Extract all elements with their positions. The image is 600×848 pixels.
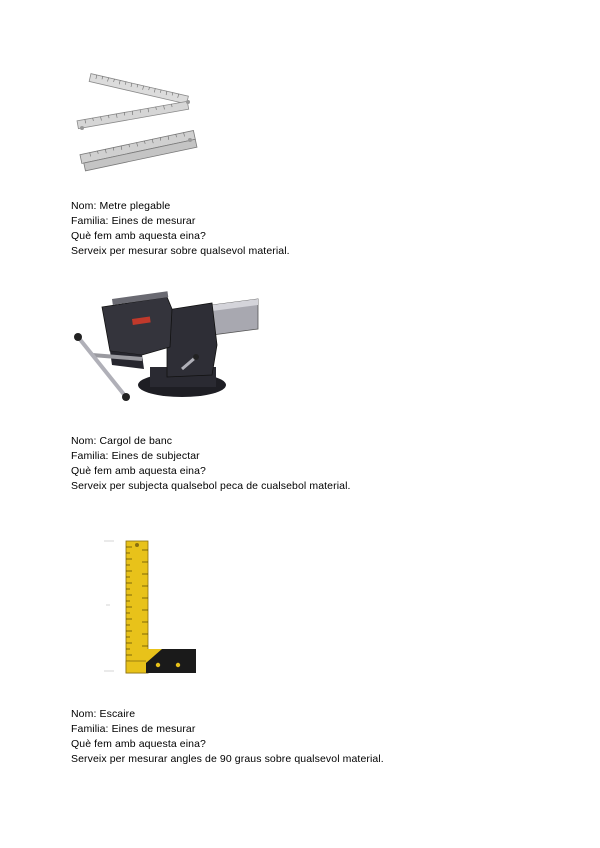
tool-question: Què fem amb aquesta eina?	[71, 230, 207, 242]
tool-name: Nom: Metre plegable	[71, 200, 171, 212]
tool-answer: Serveix per mesurar sobre qualsevol material.	[71, 245, 290, 257]
tool-question: Què fem amb aquesta eina?	[71, 738, 207, 750]
tool-family: Familia: Eines de subjectar	[71, 450, 200, 462]
tool-description-3	[71, 707, 384, 767]
bench-vise-image	[72, 285, 262, 410]
tool-name: Nom: Escaire	[71, 708, 136, 720]
tool-family: Familia: Eines de mesurar	[71, 723, 196, 735]
tool-answer: Serveix per subjecta qualsebol peca de cualsebol material.	[71, 480, 351, 492]
tool-question: Què fem amb aquesta eina?	[71, 465, 207, 477]
tool-description-1	[71, 199, 290, 259]
tool-answer: Serveix per mesurar angles de 90 graus sobre qualsevol material.	[71, 753, 384, 765]
folding-ruler-icon	[72, 68, 202, 183]
try-square-image	[100, 535, 205, 677]
folding-ruler-image	[72, 68, 202, 183]
tool-description-2	[71, 434, 351, 494]
tool-family: Familia: Eines de mesurar	[71, 215, 196, 227]
tool-name: Nom: Cargol de banc	[71, 435, 173, 447]
try-square-icon	[100, 535, 205, 677]
bench-vise-icon	[72, 285, 262, 410]
